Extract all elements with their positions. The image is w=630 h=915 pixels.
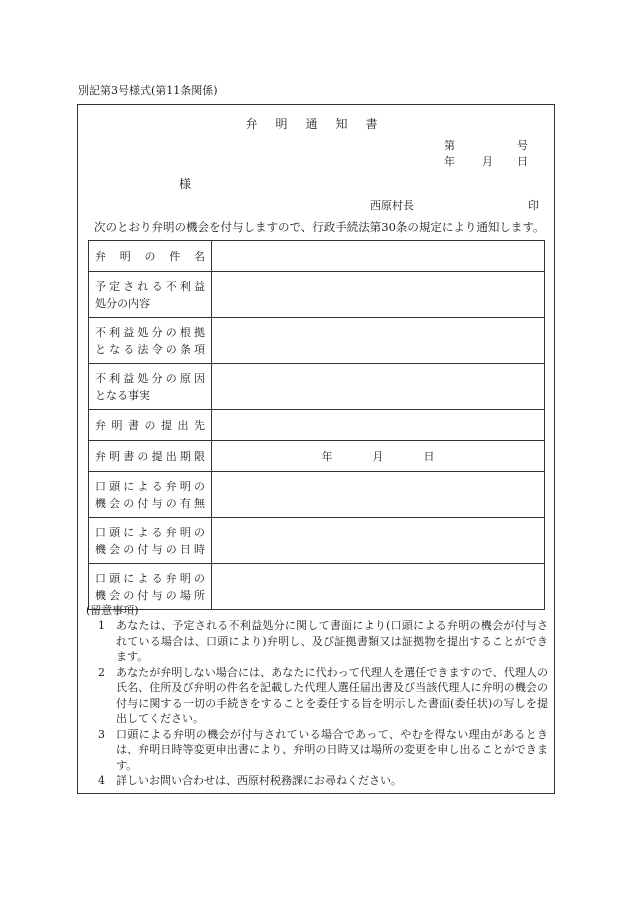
row-label-line: 弁明書の提出先 bbox=[95, 418, 205, 432]
row-label-line: 口頭による弁明の bbox=[95, 525, 205, 539]
row-value[interactable] bbox=[212, 518, 545, 564]
date-year-label: 年 bbox=[444, 155, 455, 168]
table-row bbox=[89, 272, 545, 318]
note-item bbox=[88, 665, 548, 727]
row-label-line: 不利益処分の原因 bbox=[95, 371, 205, 385]
row-label-line: 機会の付与の有無 bbox=[95, 496, 205, 510]
document-title: 弁明通知書 bbox=[245, 117, 396, 131]
row-value[interactable] bbox=[212, 241, 545, 272]
note-text: 口頭による弁明の機会が付与されている場合であって、やむを得ない理由があるときは、弁明日時等変更申出書により、弁明の日時又は場所の変更を申し出ることができます。 bbox=[116, 727, 548, 772]
note-item bbox=[88, 727, 548, 774]
row-value[interactable] bbox=[212, 441, 545, 472]
row-label-line: となる事実 bbox=[95, 388, 150, 402]
note-number: 4 bbox=[98, 774, 105, 787]
row-value[interactable] bbox=[212, 410, 545, 441]
note-text: あなたは、予定される不利益処分に関して書面により(口頭による弁明の機会が付与されている場合は、口頭により)弁明し、及び証拠書類又は証拠物を提出することができます。 bbox=[116, 619, 548, 663]
notes-list bbox=[88, 618, 548, 789]
note-text: あなたが弁明しない場合には、あなたに代わって代理人を選任できますので、代理人の氏名、住所及び弁明の件名を記載した代理人選任届出書及び当該代理人に弁明の機会の付与に関する一切の手続きをすることを委任する旨を明示した書面(委任状)の写しを提出してください。 bbox=[116, 665, 548, 725]
note-item bbox=[88, 773, 548, 789]
row-label-line: 口頭による弁明の bbox=[95, 479, 205, 493]
deadline-part: 年 bbox=[321, 449, 333, 463]
note-number: 2 bbox=[98, 665, 105, 679]
row-label bbox=[89, 364, 212, 410]
seal-mark: 印 bbox=[528, 199, 539, 212]
intro-text: 次のとおり弁明の機会を付与しますので、行政手続法第30条の規定により通知します。 bbox=[94, 220, 545, 234]
row-label-line: 弁明の件名 bbox=[95, 249, 205, 263]
row-label bbox=[89, 518, 212, 564]
date-month-label: 月 bbox=[482, 155, 493, 168]
row-value[interactable] bbox=[212, 318, 545, 364]
table-row bbox=[89, 241, 545, 272]
table-row bbox=[89, 364, 545, 410]
row-label-line: 処分の内容 bbox=[95, 296, 150, 310]
notice-table bbox=[88, 240, 545, 610]
row-label-line: 機会の付与の日時 bbox=[95, 542, 205, 556]
notes-heading: (留意事項) bbox=[86, 604, 139, 617]
table-row bbox=[89, 472, 545, 518]
note-text: 詳しいお問い合わせは、西原村税務課にお尋ねください。 bbox=[116, 774, 402, 787]
date-day-label: 日 bbox=[517, 155, 528, 168]
row-label-line: 不利益処分の根拠 bbox=[95, 325, 205, 339]
table-row bbox=[89, 441, 545, 472]
row-label bbox=[89, 472, 212, 518]
table-row bbox=[89, 518, 545, 564]
number-suffix: 号 bbox=[517, 139, 528, 152]
row-value[interactable] bbox=[212, 364, 545, 410]
row-label bbox=[89, 441, 212, 472]
row-label-line: 弁明書の提出期限 bbox=[95, 449, 205, 463]
row-label-line: 予定される不利益 bbox=[95, 279, 205, 293]
row-label bbox=[89, 318, 212, 364]
table-row bbox=[89, 564, 545, 610]
row-label-line: 機会の付与の場所 bbox=[95, 588, 205, 602]
addressee-suffix: 様 bbox=[179, 177, 192, 191]
table-row bbox=[89, 410, 545, 441]
sender-name: 西原村長 bbox=[370, 199, 414, 212]
row-value[interactable] bbox=[212, 564, 545, 610]
row-label-line: となる法令の条項 bbox=[95, 342, 205, 356]
note-number: 1 bbox=[98, 619, 105, 632]
row-label bbox=[89, 410, 212, 441]
note-item bbox=[88, 618, 548, 665]
notice-frame bbox=[77, 104, 555, 794]
row-value[interactable] bbox=[212, 272, 545, 318]
row-label-line: 口頭による弁明の bbox=[95, 571, 205, 585]
row-value[interactable] bbox=[212, 472, 545, 518]
table-row bbox=[89, 318, 545, 364]
row-label bbox=[89, 241, 212, 272]
form-caption: 別記第3号様式(第11条関係) bbox=[78, 84, 218, 97]
number-label: 第 bbox=[444, 139, 455, 152]
deadline-part: 月 bbox=[372, 449, 384, 463]
deadline-part: 日 bbox=[423, 449, 435, 463]
note-number: 3 bbox=[98, 727, 105, 741]
row-label bbox=[89, 272, 212, 318]
